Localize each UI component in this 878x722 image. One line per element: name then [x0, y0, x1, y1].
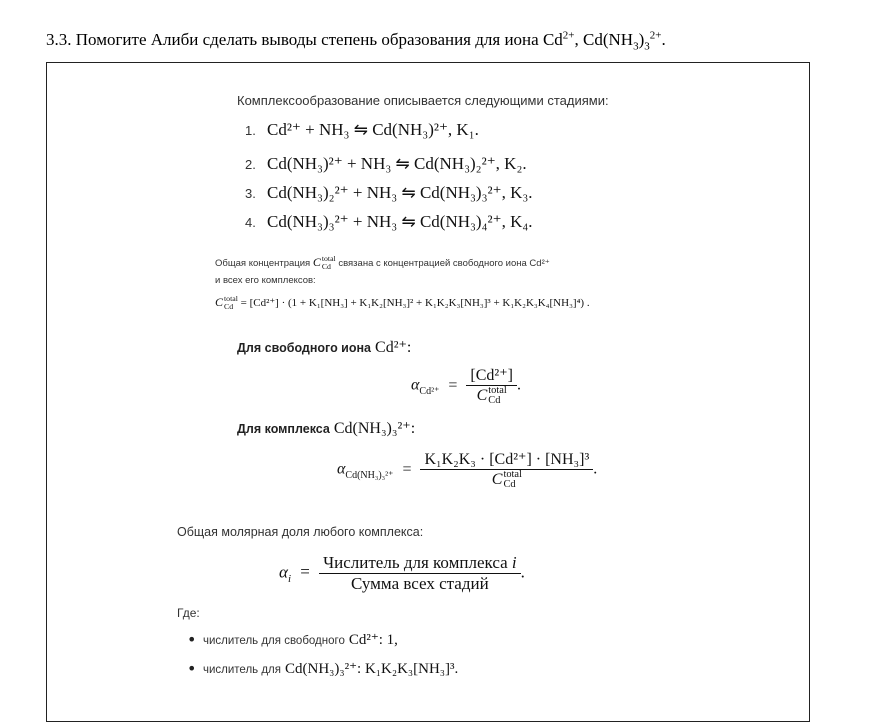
c-symbol: C — [491, 471, 503, 489]
where-item-text: числитель для свободного — [203, 635, 345, 647]
general-fraction — [319, 553, 521, 594]
c-sup: total — [224, 294, 238, 304]
alpha-symbol: α — [279, 562, 288, 582]
heading-middle: , Cd(NH — [574, 30, 634, 49]
free-ion-heading — [237, 337, 411, 357]
stage-2 — [245, 154, 527, 174]
free-ion-label-math: Cd²⁺: — [375, 339, 412, 356]
numerator-variable: i — [511, 553, 517, 572]
where-label: Где: — [177, 606, 200, 620]
stage-4 — [245, 212, 533, 232]
fraction-numerator: K₁K₂K₃ · [Cd²⁺] · [NH₃]³ — [420, 449, 593, 470]
c-sub: Cd — [321, 262, 331, 272]
free-ion-label: Для свободного иона — [237, 341, 372, 355]
stage-equation: Cd(NH₃)²⁺ + NH₃ ⇋ Cd(NH₃)₂²⁺, K₂. — [267, 154, 527, 173]
complex-formula: $\alpha_{Cd(NH_3)_3^{2+}}$ = K₁K₂K₃ · [Cd²⁺] · [NH₃]³ C total Cd . — [337, 451, 598, 491]
complex-label-math: Cd(NH₃)₃²⁺: — [333, 420, 416, 437]
alpha-subscript: Cd²⁺ — [419, 385, 440, 397]
total-conc-text-b: связана с концентрацией свободного иона Cd²⁺ — [338, 258, 550, 269]
c-sub: Cd — [503, 479, 516, 491]
stage-number: 3. — [245, 186, 256, 201]
where-item-2 — [203, 659, 458, 678]
heading-ion2-sub: 3 — [633, 40, 639, 53]
complex-label: Для комплекса — [237, 422, 330, 436]
total-conc-equation: = [Cd²⁺] · (1 + K₁[NH₃] + K₁K₂[NH₃]² + K₁K₂K₃[NH₃]³ + K₁K₂K₃K₄[NH₃]⁴) . — [240, 297, 590, 309]
stage-number: 1. — [245, 123, 256, 138]
solution-frame — [46, 62, 810, 722]
c-symbol: C — [312, 255, 321, 269]
c-sup: total — [321, 254, 336, 264]
numerator-text: Числитель для комплекса — [323, 553, 508, 572]
c-sub: Cd — [224, 302, 234, 312]
heading-ion1-charge: 2+ — [562, 29, 575, 42]
free-ion-fraction — [466, 365, 517, 407]
where-item-math: Cd²⁺: 1, — [348, 632, 398, 648]
alpha-subscript: Cd(NH₃)₃²⁺ — [345, 469, 394, 481]
heading-ion2-sub2: 3 — [644, 40, 650, 53]
heading-prefix: 3.3. Помогите Алиби сделать выводы степень образования для иона Cd — [46, 30, 563, 49]
alpha-subscript: i — [287, 572, 291, 585]
stage-1 — [245, 120, 479, 140]
fraction-numerator — [319, 553, 521, 574]
general-label: Общая молярная доля любого комплекса: — [177, 525, 424, 539]
total-conc-symbol — [312, 254, 336, 272]
fraction-denominator: Сумма всех стадий — [350, 574, 489, 593]
fraction-denominator — [466, 386, 517, 407]
complex-heading — [237, 418, 415, 438]
c-sup: total — [488, 385, 507, 396]
fraction-denominator — [420, 470, 593, 491]
stage-equation: Cd(NH₃)₂²⁺ + NH₃ ⇋ Cd(NH₃)₃²⁺, K₃. — [267, 183, 533, 202]
fraction-numerator: [Cd²⁺] — [466, 365, 517, 386]
total-conc-text-a: Общая концентрация — [215, 258, 311, 269]
stage-number: 4. — [245, 215, 256, 230]
stage-equation: Cd(NH₃)₃²⁺ + NH₃ ⇋ Cd(NH₃)₄²⁺, K₄. — [267, 212, 533, 231]
total-conc-line1 — [215, 255, 550, 271]
alpha-symbol: α — [411, 376, 420, 394]
intro-text: Комплексообразование описывается следующими стадиями: — [237, 93, 609, 108]
complex-fraction — [420, 449, 593, 491]
stage-3 — [245, 183, 533, 203]
c-symbol: C — [215, 295, 224, 309]
free-ion-formula: $\alpha_{Cd^{2+}}$ = [Cd²⁺] C total Cd . — [411, 367, 521, 407]
where-item-1 — [203, 630, 398, 649]
alpha-symbol: α — [337, 460, 346, 478]
general-formula: $\alpha_i$ = $\frac{\text{Числитель для комплекса i}}{\text{Сумма всех стадий}}$ . — [279, 553, 525, 593]
task-heading — [46, 29, 666, 53]
where-item-math: Cd(NH₃)₃²⁺: K₁K₂K₃[NH₃]³. — [285, 661, 459, 677]
c-sub: Cd — [488, 395, 501, 407]
c-symbol: C — [476, 387, 488, 405]
heading-ion2-charge: 2+ — [649, 29, 662, 42]
total-conc-line2: и всех его комплексов: — [215, 275, 316, 286]
stage-equation: Cd²⁺ + NH₃ ⇋ Cd(NH₃)²⁺, K₁. — [267, 120, 479, 139]
heading-ion2-close: ) — [638, 30, 645, 49]
heading-end: . — [661, 30, 666, 49]
c-sup: total — [503, 469, 522, 480]
stage-number: 2. — [245, 157, 256, 172]
where-item-text: числитель для — [203, 664, 281, 676]
total-conc-formula — [215, 295, 590, 311]
